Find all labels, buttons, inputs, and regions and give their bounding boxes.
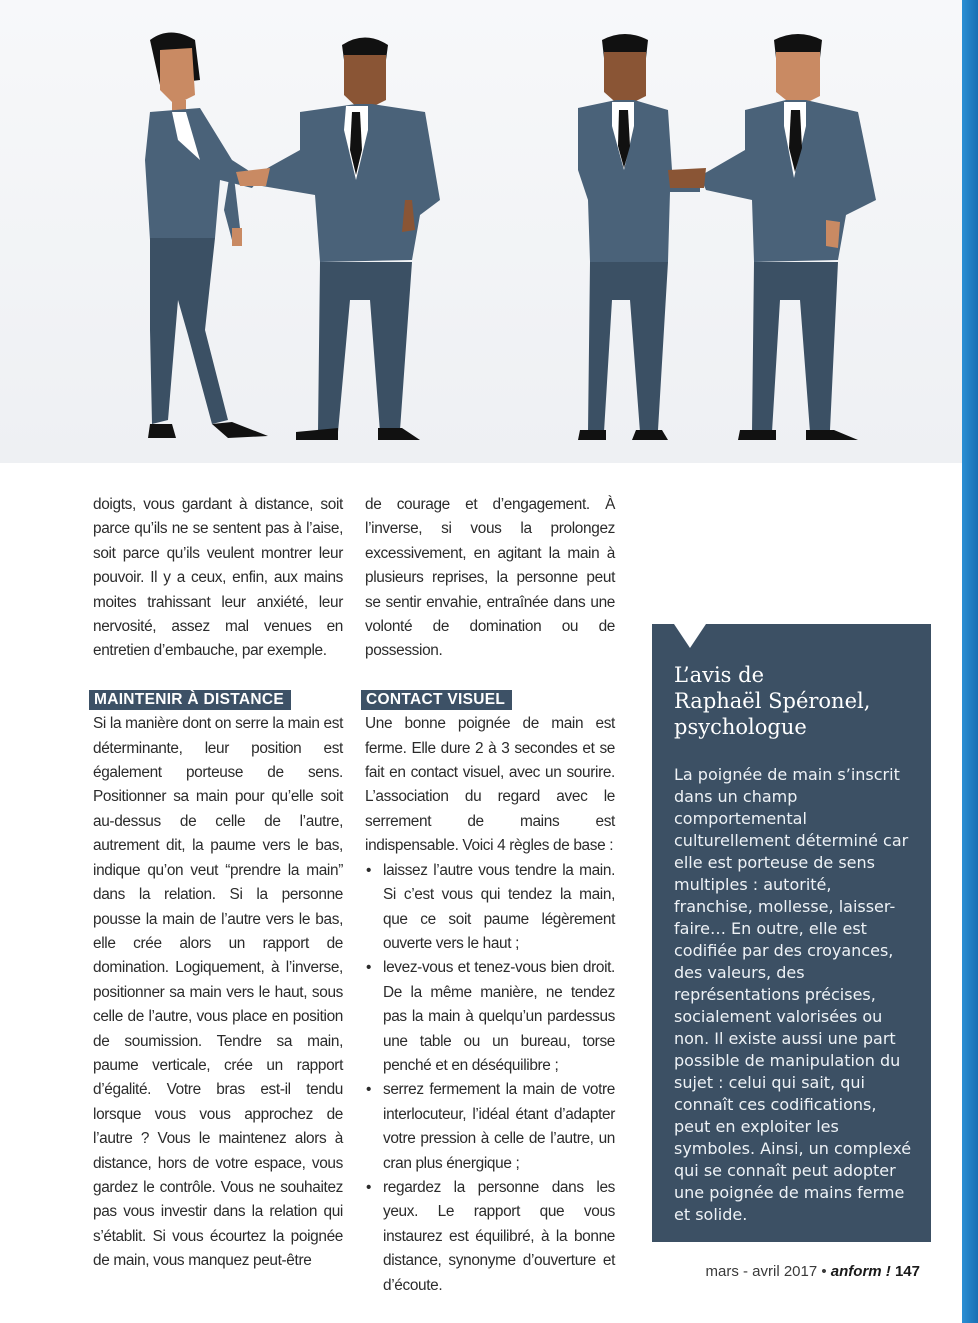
col2-intro-paragraph: de courage et d’engagement. À l’inverse, si vous la prolongez excessivement, en agitant la main à plusieurs reprises, la personne peut se sentir envahie, entraînée dans une volonté de domination ou de possession. <box>365 496 615 660</box>
sidebar-title <box>674 662 914 740</box>
man-figure-right-1 <box>578 34 700 440</box>
sidebar-title-line1: L’avis de <box>674 663 765 687</box>
man-figure-right-2 <box>700 34 876 440</box>
article-column-1 <box>93 493 343 1274</box>
article-column-2 <box>365 493 615 1298</box>
woman-figure <box>145 33 268 439</box>
footer-brand: anform ! <box>830 1263 891 1280</box>
handshake-right <box>668 168 706 188</box>
maintain-paragraph: Si la manière dont on serre la main est déterminante, leur position est également porteuse de sens. Positionner sa main pour qu’elle soit au-dessus de celle de l’autre, autrement dit, la paume vers le bas, indique qu’on veut “prendre la main” dans la relation. Si la personne pousse la main de l’autre vers le bas, elle crée alors un rapport de domination. Logiquement, à l’inverse, positionner sa main vers le haut, sous celle de l’autre, vous place en position de soumission. Tendre sa main, paume verticale, crée un rapport d’égalité. Votre bras est-il tendu lorsque vous vous approchez de l’autre ? Vous le maintenez alors à distance, hors de votre espace, vous gardez le contrôle. Vous ne souhaitez pas vous investir dans la relation qui s’établit. Si vous écourtez la poignée de main, vous manquez peut-être <box>93 715 343 1270</box>
sidebar-title-line2: Raphaël Spéronel, <box>674 689 871 713</box>
sidebar-body: La poignée de main s’inscrit dans un champ comportemental culturellement déterminé car elle est porteuse de sens multiples : autorité, franchise, mollesse, laisser-faire… En outre, elle est codifiée par des croyances, des valeurs, des représentations précises, socialement valorisées ou non. Il existe aussi une part possible de manipulation du sujet : celui qui sait, qui connaît ces codifications, peut en exploiter les symboles. Ainsi, un complexé qui se connaît peut adopter une poignée de mains ferme et solide. <box>674 765 912 1224</box>
rule-item: • regardez la personne dans les yeux. Le rapport que vous instaurez est équilibré, à la bonne distance, synonyme d’ouverture et d’écoute. <box>365 1176 615 1298</box>
rule-item: • levez-vous et tenez-vous bien droit. De la même manière, ne tendez pas la main à quelqu’un pardessus une table ou un bureau, torse penché et en déséquilibre ; <box>365 956 615 1078</box>
footer-date: mars - avril 2017 <box>705 1263 818 1280</box>
contact-paragraph: Une bonne poignée de main est ferme. Elle dure 2 à 3 secondes et se fait en contact visuel, avec un sourire. L’association du regard avec le serrement de mains est indispensable. Voici 4 règles de base : <box>365 715 615 855</box>
rule-item: • serrez fermement la main de votre interlocuteur, l’idéal étant d’adapter votre pression à celle de l’autre, un cran plus énergique ; <box>365 1078 615 1176</box>
page-edge-bar <box>962 0 978 1323</box>
section-heading-contact: CONTACT VISUEL <box>361 690 512 710</box>
sidebar-notch <box>674 624 706 648</box>
page-footer <box>705 1263 920 1280</box>
sidebar-title-line3: psychologue <box>674 715 807 739</box>
footer-separator: • <box>821 1263 827 1280</box>
col1-intro-paragraph: doigts, vous gardant à distance, soit parce qu’ils ne se sentent pas à l’aise, soit parce qu’ils veulent montrer leur pouvoir. Il y a ceux, enfin, aux mains moites trahissant leur anxiété, leur nervosité, assez mal venues en entretien d’embauche, par exemple. <box>93 496 343 660</box>
rules-list <box>365 859 615 1298</box>
section-heading-maintain: MAINTENIR À DISTANCE <box>89 690 291 710</box>
man-figure-left <box>255 38 440 441</box>
page-number: 147 <box>894 1263 920 1280</box>
handshake-illustration-svg <box>0 0 962 463</box>
expert-sidebar <box>652 624 931 1242</box>
handshake-illustration <box>0 0 962 463</box>
rule-item: • laissez l’autre vous tendre la main. Si c’est vous qui tendez la main, que ce soit paume légèrement ouverte vers le haut ; <box>365 859 615 957</box>
